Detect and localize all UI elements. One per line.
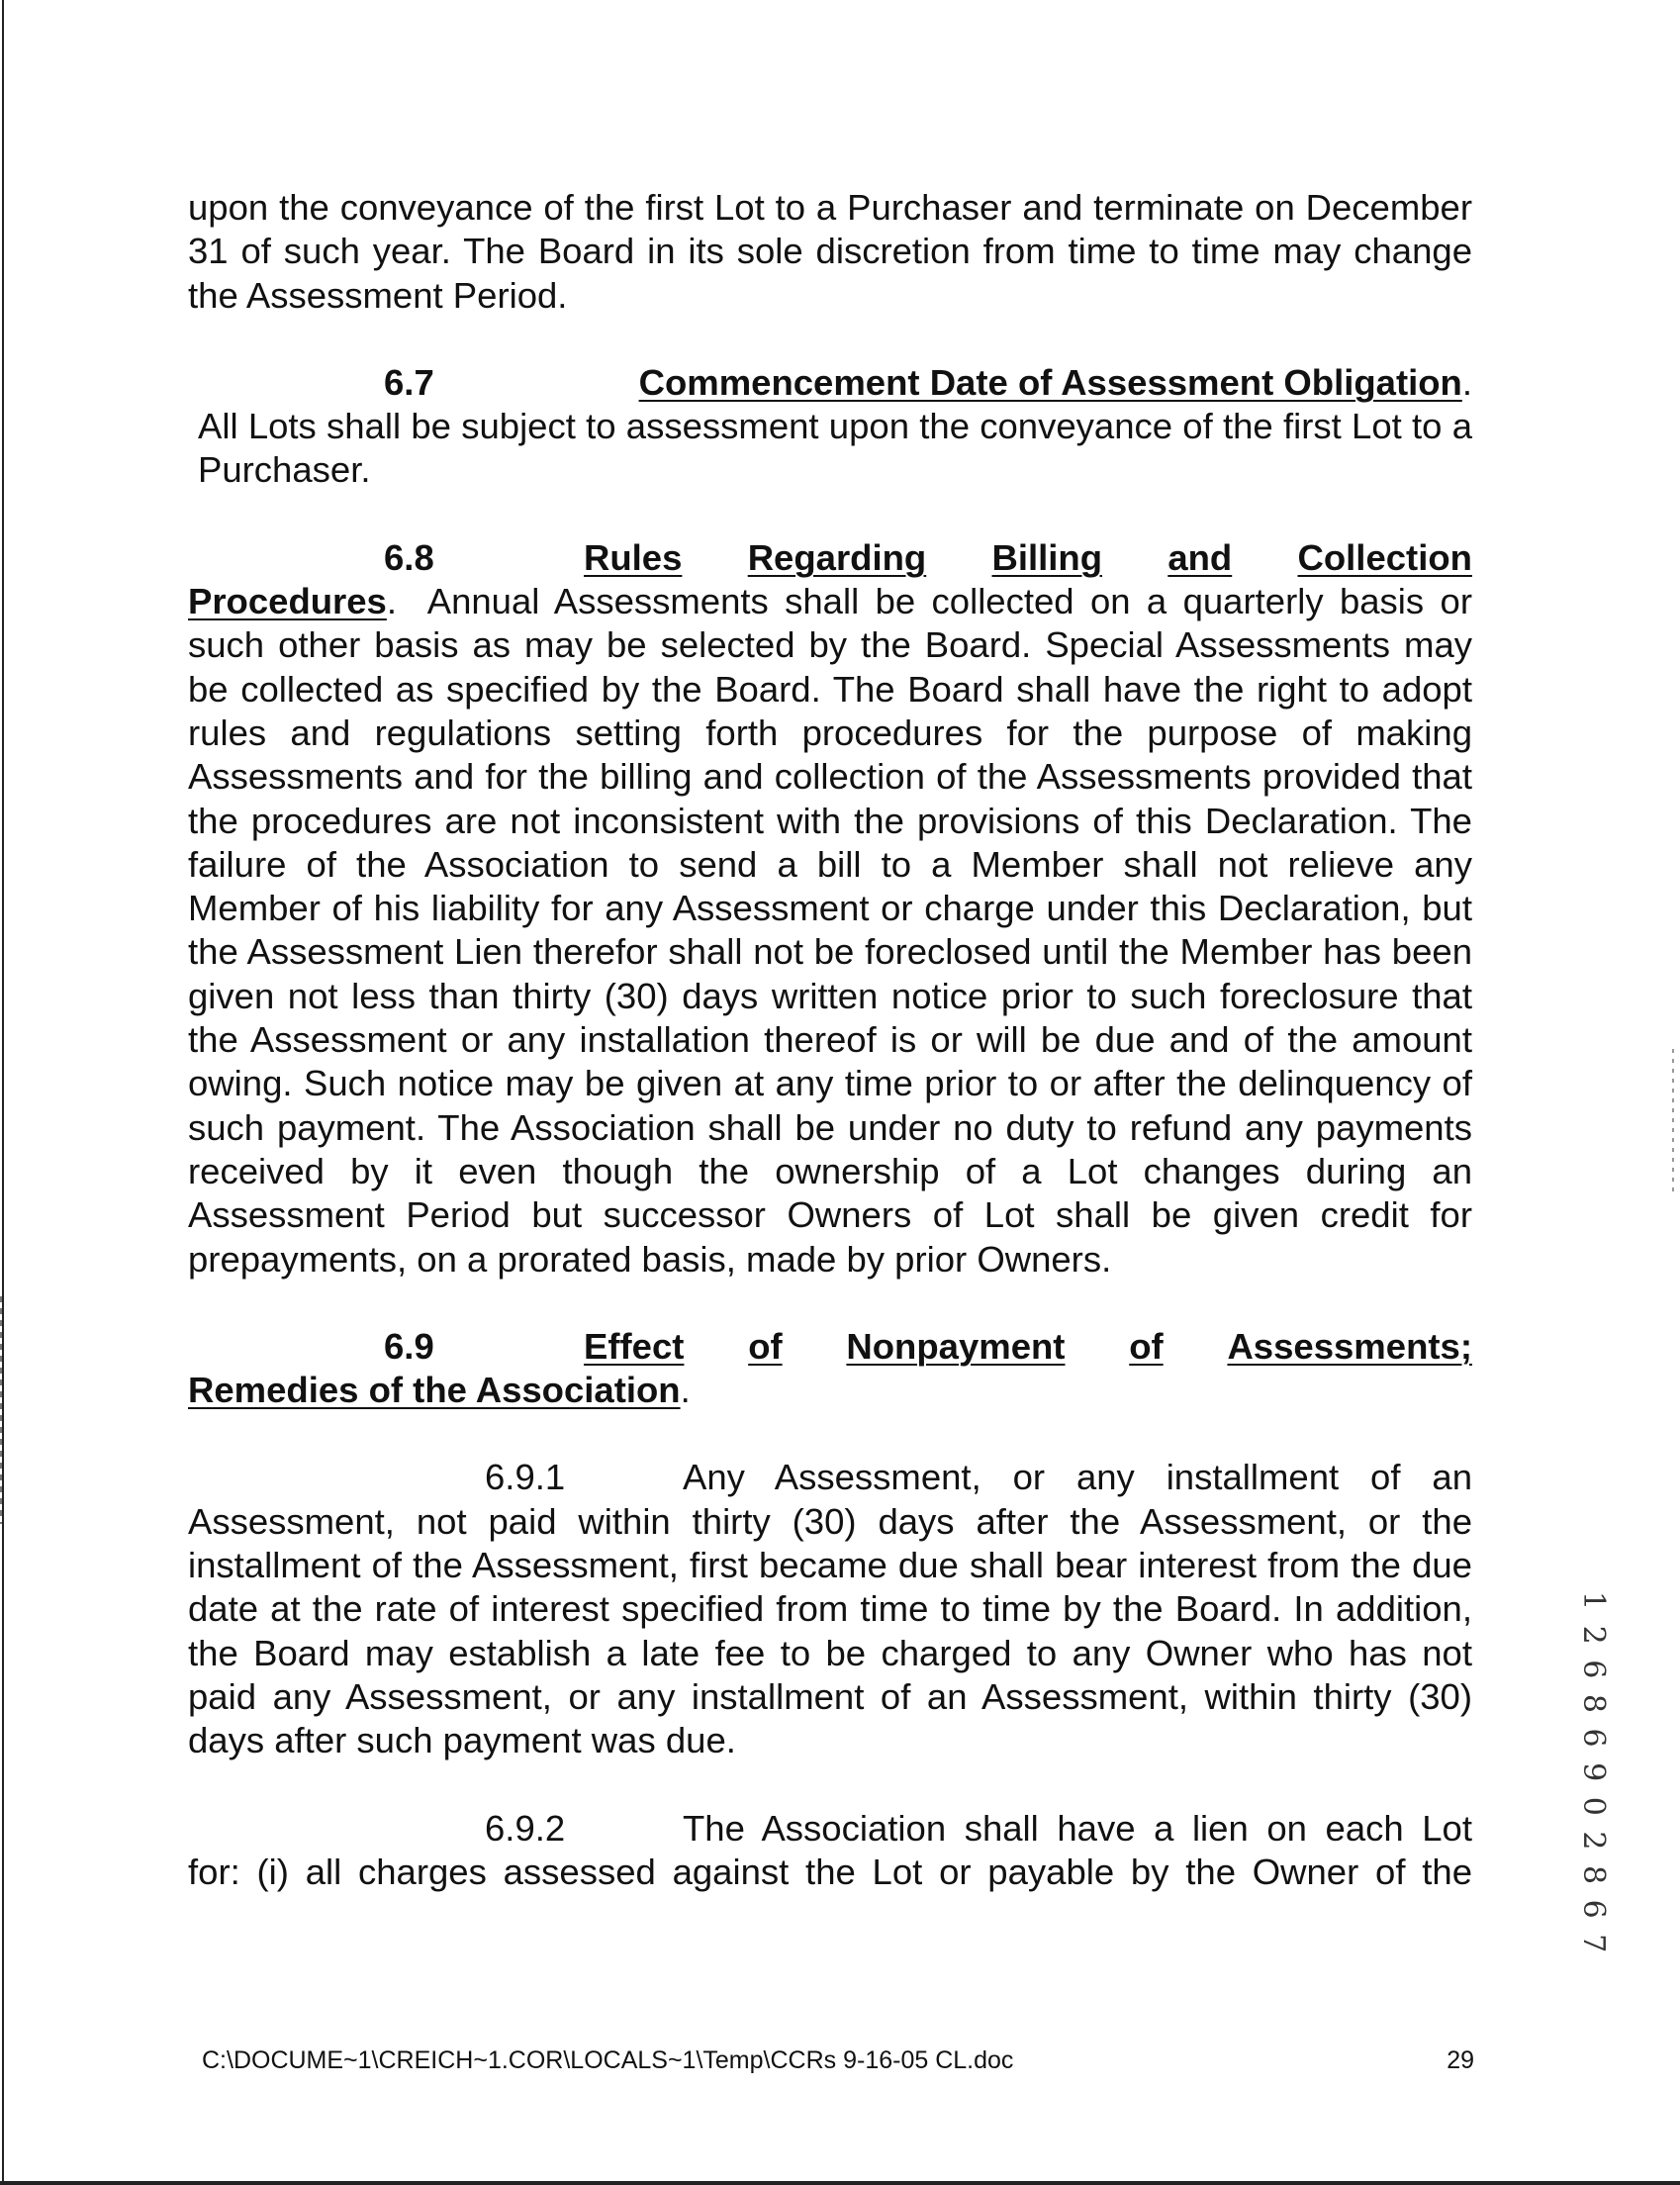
intro-paragraph: upon the conveyance of the first Lot to a Purchaser and terminate on December 31 of such year. The Board in its sole discretion from time to time may change the Assessment Period. — [188, 187, 1472, 316]
section-title: Rules Regarding Billing and Collection — [584, 536, 1472, 578]
section-6-7 — [188, 361, 1472, 493]
document-body — [188, 186, 1472, 1894]
subsection-first-line: 6.9.1 Any Assessment, or any installment of an — [188, 1456, 1472, 1499]
subsection-number: 6.9.1 — [485, 1457, 566, 1498]
footer-file-path: C:\DOCUME~1\CREICH~1.COR\LOCALS~1\Temp\CCRs 9-16-05 CL.doc — [202, 2046, 1014, 2074]
section-title-continued: Remedies of the Association. — [188, 1370, 691, 1411]
section-body: Procedures. Annual Assessments shall be collected on a quarterly basis or such other basis as may be selected by the Board. Special Assessments may be collected as specified by the Board. The Board shall have the right to adopt rules and regulations setting forth procedures for the purpose of making Assessments and for the billing and collection of the Assessments provided that the procedures are not inconsistent with the provisions of this Declaration. The failure of the Association to send a bill to a Member shall not relieve any Member of his liability for any Assessment or charge under this Declaration, but the Assessment Lien therefor shall not be foreclosed until the Member has been given not less than thirty (30) days written notice prior to such foreclosure that the Assessment or any installation thereof is or will be due and of the amount owing. Such notice may be given at any time prior to or after the delinquency of such payment. The Association shall be under no duty to refund any payments received by it even though the ownership of a Lot changes during an Assessment Period but successor Owners of Lot shall be given credit for prepayments, on a prorated basis, made by prior Owners. — [188, 581, 1472, 1280]
subsection-first-line: 6.9.2 The Association shall have a lien on each Lot — [188, 1807, 1472, 1851]
section-title: Commencement Date of Assessment Obligation — [638, 361, 1462, 403]
subsection-body: for: (i) all charges assessed against the Lot or payable by the Owner of the — [188, 1851, 1472, 1892]
bates-stamp: 1 2 6 8 6 9 0 2 8 6 7 — [1576, 1591, 1611, 1956]
section-number: 6.7 — [384, 361, 434, 403]
section-6-9-heading — [188, 1325, 1472, 1369]
section-6-8-heading — [188, 536, 1472, 580]
subsection-number: 6.9.2 — [485, 1807, 566, 1849]
subsection-body: Assessment, not paid within thirty (30) days after the Assessment, or the installment of the Assessment, first became due shall bear interest from the due date at the rate of interest specified from time to time by the Board. In addition, the Board may establish a late fee to be charged to any Owner who has not paid any Assessment, or any installment of an Assessment, within thirty (30) days after such payment was due. — [188, 1500, 1472, 1761]
section-6-9-1 — [188, 1456, 1472, 1762]
section-number: 6.8 — [384, 536, 434, 578]
section-6-9-2 — [188, 1807, 1472, 1895]
section-number: 6.9 — [384, 1325, 434, 1367]
section-6-7-heading: 6.7 Commencement Date of Assessment Obligation. — [188, 361, 1472, 405]
page-footer — [202, 2046, 1474, 2075]
scan-artifact-right — [1672, 1049, 1674, 1197]
section-6-8 — [188, 536, 1472, 1282]
page-left-edge — [2, 0, 4, 2185]
scan-artifact-left — [0, 1296, 2, 1524]
section-title: Effect of Nonpayment of Assessments; — [584, 1325, 1472, 1367]
page-number: 29 — [1447, 2046, 1474, 2074]
section-body: All Lots shall be subject to assessment upon the conveyance of the first Lot to a Purchaser. — [198, 406, 1472, 491]
page-bottom-edge — [0, 2181, 1680, 2185]
section-6-9 — [188, 1325, 1472, 1413]
